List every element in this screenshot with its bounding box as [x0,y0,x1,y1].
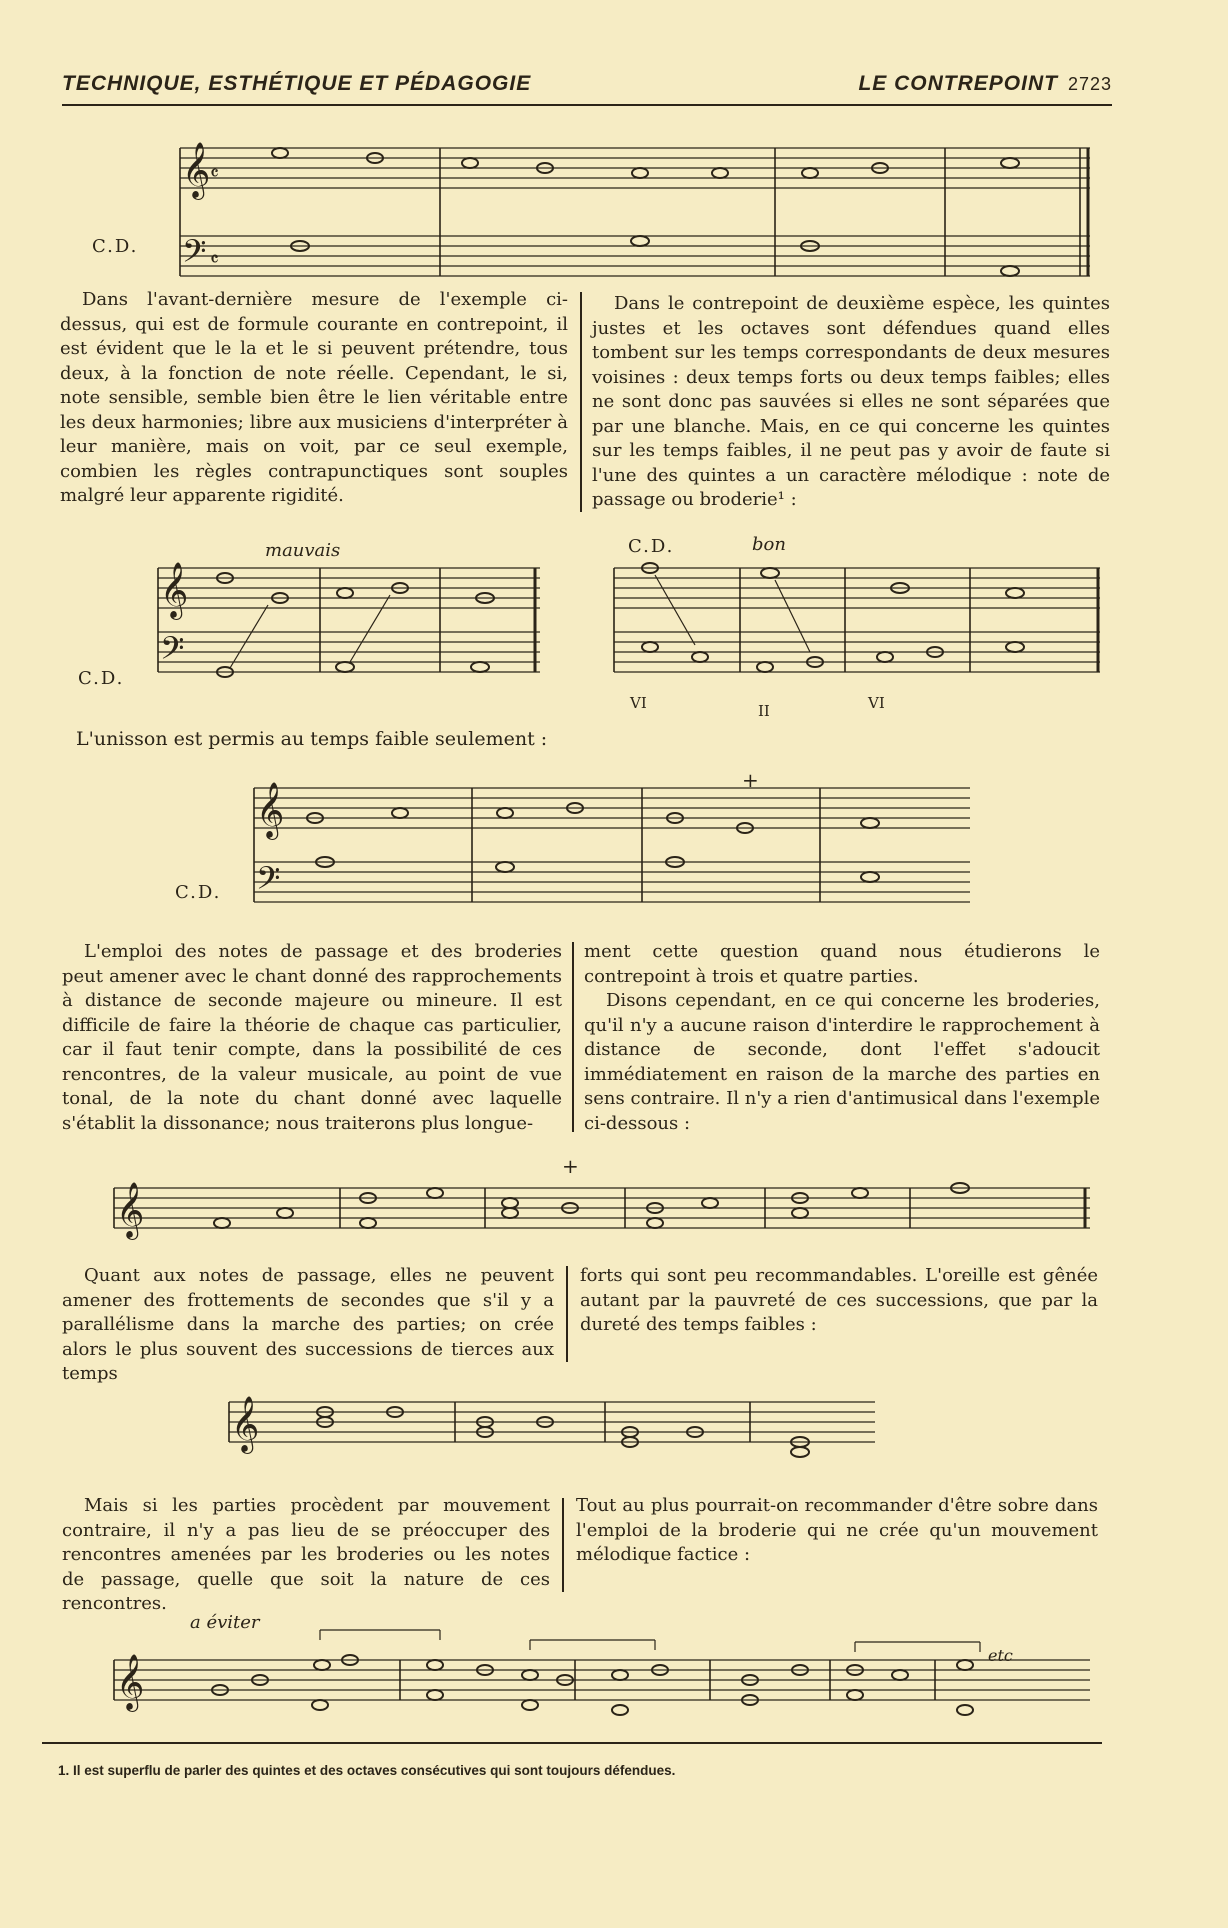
paragraph-right-4 [576,1494,1098,1568]
cd-label-1: C.D. [92,236,139,257]
paragraph-left-1 [60,288,568,509]
para-5: Quant aux notes de passage, elles ne peuvent amener des frottements de secondes que s'il y a parallélisme dans la marche des parties; on crée alors le plus souvent des successions de tierces aux temps [62,1265,554,1384]
para-3: L'emploi des notes de passage et des broderies peut amener avec le chant donné des rapprochements à distance de seconde majeure ou mineure. Il est difficile de faire la théorie de chaque cas particulier, car il faut tenir compte, dans la possibilité de ces rencontres, de la valeur musicale, au point de vue tonal, de la note du chant donné avec laquelle s'établit la dissonance; nous traiterons plus longue- [62,941,562,1134]
svg-text:𝄞: 𝄞 [182,142,211,198]
footnote-rule [42,1742,1102,1744]
bass-staff [180,236,1090,276]
footnote: 1. Il est superflu de parler des quintes et des octaves consécutives qui sont toujours défendues. [58,1763,676,1778]
label-etc: etc [988,1646,1013,1665]
para-1: Dans l'avant-dernière mesure de l'exemple ci-dessus, qui est de formule courante en contrepoint, il est évident que le la et le si peuvent prétendre, tous deux, à la fonction de note réelle. Cependant, le si, note sensible, semble bien être le lien véritable entre les deux harmonies; libre aux musiciens d'interpréter à leur manière, mais on voit, par ce seul exemple, combien les règles contrapunctiques sont souples malgré leur apparente rigidité. [60,289,568,506]
svg-text:𝄢: 𝄢 [182,233,207,277]
music-example-1 [160,140,1100,277]
label-bon: bon [752,534,786,555]
roman-VI-2: VI [868,694,885,712]
roman-VI-1: VI [630,694,647,712]
para-8: Tout au plus pourrait-on recommander d'être sobre dans l'emploi de la broderie qui ne crée qu'un mouvement mélodique factice : [576,1495,1098,1565]
svg-text:𝄴: 𝄴 [210,161,219,185]
plus-mark-1: + [742,768,759,792]
cd-label-4: C.D. [175,882,222,903]
paragraph-right-1 [592,292,1110,513]
page-number: 2723 [1067,74,1112,94]
svg-text:𝄴: 𝄴 [210,247,219,271]
svg-text:𝄞: 𝄞 [231,1396,260,1452]
para-7: Mais si les parties procèdent par mouvement contraire, il n'y a pas lieu de se préoccuper des rencontres amenées par les broderies ou les notes de passage, quelle que soit la nature de ces rencontres. [62,1495,550,1614]
header-right [858,72,1112,96]
paragraph-right-2 [584,940,1100,1136]
para-4b: Disons cependant, en ce qui concerne les broderies, qu'il n'y a aucune raison d'interdire le rapprochement à distance de seconde, dont l'effet s'adoucit immédiatement en raison de la marche des parties en sens contraire. Il n'y a rien d'antimusical dans l'exemple ci-dessous : [584,990,1100,1134]
header-title: LE CONTREPOINT [858,72,1058,95]
running-header [62,70,1112,106]
paragraph-left-4 [62,1494,550,1617]
music-example-a-eviter [110,1620,1100,1720]
para-4a: ment cette question quand nous étudierons le contrepoint à trois et quatre parties. [584,941,1100,987]
label-a-eviter: a éviter [190,1612,260,1633]
column-divider-4 [562,1498,564,1592]
para-6: forts qui sont peu recommandables. L'oreille est gênée autant par la pauvreté de ces successions, que par la dureté des temps faibles : [580,1265,1098,1335]
roman-II: II [758,702,770,720]
column-divider [580,292,582,512]
para-2: Dans le contrepoint de deuxième espèce, les quintes justes et les octaves sont défendues quand elles tombent sur les temps correspondants de deux mesures voisines : deux temps forts ou deux temps faibles; elles ne sont donc pas sauvées si elles ne sont séparées que par une blanche. Mais, en ce qui concerne les quintes sur les temps faibles, il ne peut pas y avoir de faute si l'une des quintes a un caractère mélodique : note de passage ou broderie¹ : [592,293,1110,510]
cd-label-3: C.D. [628,536,675,557]
label-mauvais: mauvais [265,540,341,561]
music-example-mauvais [150,560,550,690]
music-example-unison [250,780,980,910]
header-left: TECHNIQUE, ESTHÉTIQUE ET PÉDAGOGIE [62,72,532,95]
paragraph-right-3 [580,1264,1098,1338]
svg-text:𝄞: 𝄞 [116,1182,145,1238]
column-divider-2 [572,942,574,1132]
cd-label-2: C.D. [78,668,125,689]
column-divider-3 [566,1266,568,1362]
music-example-bon [610,560,1110,690]
plus-mark-2: + [562,1154,579,1178]
music-example-tierces [225,1394,885,1464]
svg-text:𝄞: 𝄞 [256,782,285,838]
svg-text:𝄞: 𝄞 [160,562,189,618]
svg-text:𝄞: 𝄞 [116,1654,145,1710]
paragraph-left-2 [62,940,562,1136]
unison-caption: L'unisson est permis au temps faible seulement : [76,728,548,750]
paragraph-left-3 [62,1264,554,1387]
svg-text:𝄢: 𝄢 [160,630,185,674]
music-example-broderies [110,1180,1100,1250]
svg-text:𝄢: 𝄢 [256,860,281,904]
